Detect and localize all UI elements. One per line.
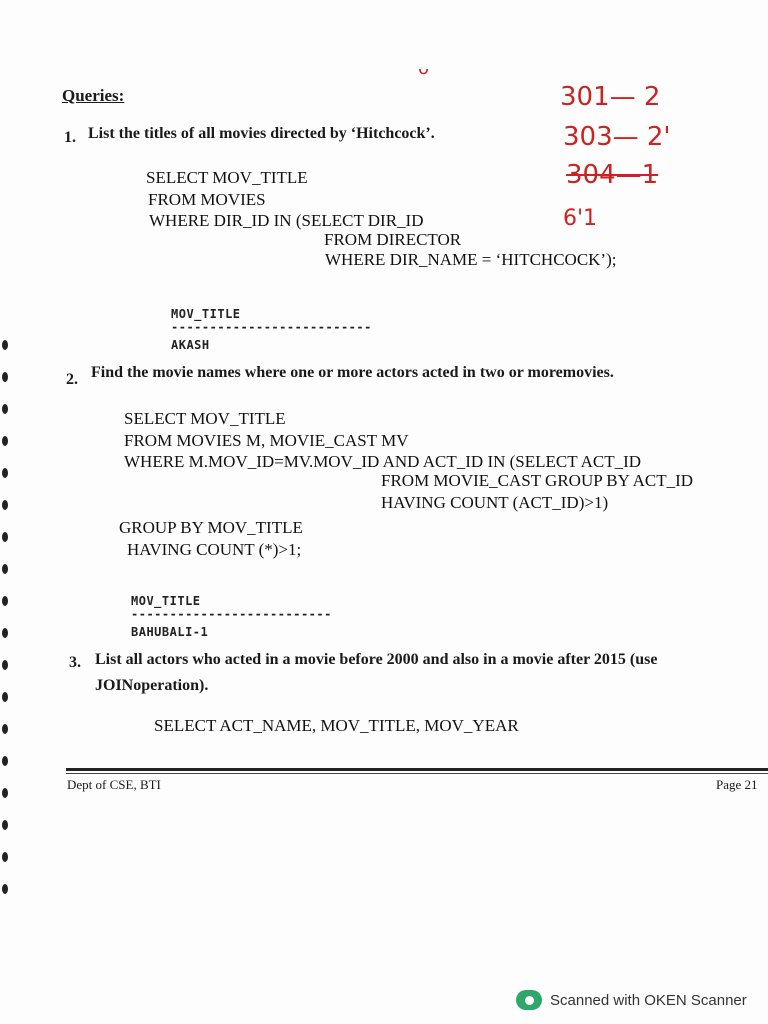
result-value: BAHUBALI-1 [131,625,209,639]
question-number: 1. [64,129,76,146]
oken-scanner-logo-icon [516,990,542,1010]
sql-line: HAVING COUNT (*)>1; [127,540,302,559]
sql-line: FROM MOVIE_CAST GROUP BY ACT_ID [381,471,694,490]
result-rule: -------------------------- [171,320,372,334]
question-text: Find the movie names where one or more actors acted in two or moremovies. [91,364,614,381]
question-number: 3. [69,654,81,671]
footer-department: Dept of CSE, BTI [67,777,161,792]
question-number: 2. [66,371,78,388]
question-text: List the titles of all movies directed by ‘Hitchcock’. [88,125,435,142]
result-header: MOV_TITLE [171,307,241,321]
result-value: AKASH [171,338,210,352]
watermark-text: Scanned with OKEN Scanner [550,991,747,1009]
sql-line: SELECT MOV_TITLE [124,409,286,428]
result-header: MOV_TITLE [131,594,201,608]
question-text-line-1: List all actors who acted in a movie before 2000 and also in a movie after 2015 (use [95,651,658,668]
sql-line: GROUP BY MOV_TITLE [119,518,303,537]
handwritten-line-1: 301— 2 [560,82,661,112]
handwritten-line-3: 304—1 [566,160,659,190]
sql-line: SELECT ACT_NAME, MOV_TITLE, MOV_YEAR [154,716,519,735]
sql-line: WHERE DIR_ID IN (SELECT DIR_ID [149,211,424,230]
handwritten-line-4: 6'1 [563,206,598,231]
handwritten-top-mark: ᴗ [418,58,430,79]
sql-line: FROM MOVIES [148,190,266,209]
footer-page-number: Page 21 [716,777,758,792]
sql-line: SELECT MOV_TITLE [146,168,308,187]
footer-rule-thin [66,773,768,774]
question-text-line-2: JOINoperation). [95,677,209,694]
handwritten-line-2: 303— 2' [563,122,671,152]
footer-rule [66,768,768,771]
result-rule: -------------------------- [131,607,332,621]
sql-line: FROM MOVIES M, MOVIE_CAST MV [124,431,409,450]
page-heading: Queries: [62,86,125,105]
scanner-watermark [516,990,747,1010]
sql-line: FROM DIRECTOR [324,230,462,249]
sql-line: WHERE M.MOV_ID=MV.MOV_ID AND ACT_ID IN (SELECT ACT_ID [124,452,642,471]
sql-line: WHERE DIR_NAME = ‘HITCHCOCK’); [325,250,617,269]
sql-line: HAVING COUNT (ACT_ID)>1) [381,493,609,512]
